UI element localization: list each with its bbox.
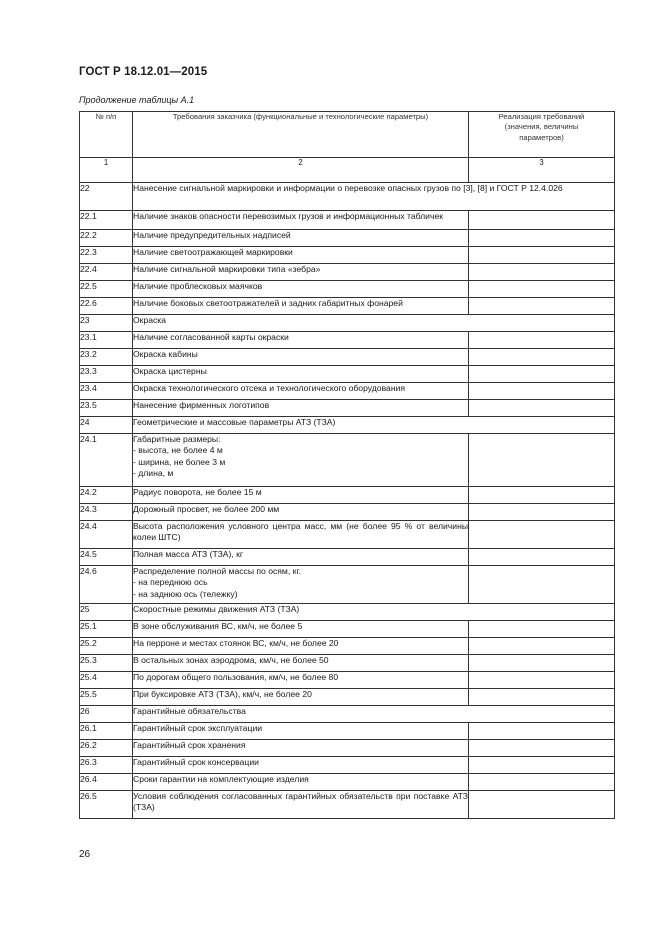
table-row [80, 655, 615, 672]
requirement-text: Наличие знаков опасности перевозимых грузов и информационных табличек [133, 211, 469, 230]
table-row [80, 211, 615, 230]
table-row [80, 774, 615, 791]
table-section-row [80, 604, 615, 621]
table-row [80, 638, 615, 655]
page-number: 26 [79, 849, 91, 860]
implementation-value-cell [469, 791, 615, 819]
implementation-value-cell [469, 566, 615, 604]
item-number: 22.6 [80, 298, 133, 315]
requirement-text: Наличие светоотражающей маркировки [133, 247, 469, 264]
table-row [80, 566, 615, 604]
item-number: 25.4 [80, 672, 133, 689]
column-number-row [80, 158, 615, 183]
table-row [80, 521, 615, 549]
table-section-row [80, 315, 615, 332]
requirement-text: Нанесение фирменных логотипов [133, 400, 469, 417]
item-number: 26.3 [80, 757, 133, 774]
requirement-text: Полная масса АТЗ (ТЗА), кг [133, 549, 469, 566]
item-number: 24.1 [80, 434, 133, 487]
item-number: 25.3 [80, 655, 133, 672]
requirements-table [79, 111, 615, 819]
implementation-value-cell [469, 230, 615, 247]
implementation-value-cell [469, 723, 615, 740]
section-heading: Окраска [133, 315, 615, 332]
item-number: 25.1 [80, 621, 133, 638]
column-number: 2 [133, 158, 469, 183]
item-number: 22 [80, 183, 133, 211]
requirement-text: Распределение полной массы по осям, кг. - на переднюю ось - на заднюю ось (тележку) [133, 566, 469, 604]
table-row [80, 434, 615, 487]
table-row [80, 672, 615, 689]
item-number: 22.3 [80, 247, 133, 264]
requirement-text: Наличие проблесковых маячков [133, 281, 469, 298]
requirement-text: Сроки гарантии на комплектующие изделия [133, 774, 469, 791]
requirement-text: По дорогам общего пользования, км/ч, не более 80 [133, 672, 469, 689]
implementation-value-cell [469, 349, 615, 366]
implementation-value-cell [469, 383, 615, 400]
table-caption: Продолжение таблицы А.1 [79, 95, 195, 105]
implementation-value-cell [469, 689, 615, 706]
table-row [80, 689, 615, 706]
table-section-row [80, 706, 615, 723]
requirement-text: Радиус поворота, не более 15 м [133, 487, 469, 504]
requirement-text: При буксировке АТЗ (ТЗА), км/ч, не более 20 [133, 689, 469, 706]
requirement-text: Окраска технологического отсека и технологического оборудования [133, 383, 469, 400]
table-row [80, 791, 615, 819]
implementation-value-cell [469, 504, 615, 521]
item-number: 24.2 [80, 487, 133, 504]
document-title: ГОСТ Р 18.12.01—2015 [79, 66, 208, 78]
item-number: 23.5 [80, 400, 133, 417]
item-number: 26.1 [80, 723, 133, 740]
table-row [80, 230, 615, 247]
requirement-text: Наличие согласованной карты окраски [133, 332, 469, 349]
item-number: 23 [80, 315, 133, 332]
implementation-value-cell [469, 638, 615, 655]
table-row [80, 366, 615, 383]
table-row [80, 487, 615, 504]
section-heading: Скоростные режимы движения АТЗ (ТЗА) [133, 604, 615, 621]
item-number: 23.2 [80, 349, 133, 366]
item-number: 24.3 [80, 504, 133, 521]
requirement-text: Гарантийный срок эксплуатации [133, 723, 469, 740]
item-number: 22.4 [80, 264, 133, 281]
item-number: 22.2 [80, 230, 133, 247]
column-number: 3 [469, 158, 615, 183]
table-header-row [80, 112, 615, 158]
implementation-value-cell [469, 281, 615, 298]
implementation-value-cell [469, 400, 615, 417]
item-number: 24.4 [80, 521, 133, 549]
implementation-value-cell [469, 434, 615, 487]
item-number: 22.1 [80, 211, 133, 230]
implementation-value-cell [469, 298, 615, 315]
column-header-number: № п/п [80, 112, 133, 158]
table-row [80, 383, 615, 400]
table-section-row [80, 417, 615, 434]
item-number: 26.4 [80, 774, 133, 791]
table-row [80, 621, 615, 638]
requirement-text: Наличие боковых светоотражателей и задних габаритных фонарей [133, 298, 469, 315]
item-number: 23.4 [80, 383, 133, 400]
table-row [80, 264, 615, 281]
table-row [80, 332, 615, 349]
item-number: 26.5 [80, 791, 133, 819]
table-row [80, 298, 615, 315]
item-number: 22.5 [80, 281, 133, 298]
implementation-value-cell [469, 621, 615, 638]
table-row [80, 349, 615, 366]
item-number: 24 [80, 417, 133, 434]
item-number: 25.2 [80, 638, 133, 655]
table-section-row [80, 183, 615, 211]
implementation-value-cell [469, 740, 615, 757]
table-row [80, 757, 615, 774]
item-number: 26.2 [80, 740, 133, 757]
item-number: 23.3 [80, 366, 133, 383]
requirement-text: Высота расположения условного центра масс, мм (не более 95 % от величины колеи ШТС) [133, 521, 469, 549]
column-header-requirements: Требования заказчика (функциональные и технологические параметры) [133, 112, 469, 158]
table-row [80, 281, 615, 298]
table-row [80, 549, 615, 566]
item-number: 25 [80, 604, 133, 621]
table-row [80, 504, 615, 521]
implementation-value-cell [469, 366, 615, 383]
table-row [80, 740, 615, 757]
column-header-implementation: Реализация требований (значения, величины параметров) [469, 112, 615, 158]
requirement-text: Дорожный просвет, не более 200 мм [133, 504, 469, 521]
requirement-text: Окраска цистерны [133, 366, 469, 383]
section-heading: Геометрические и массовые параметры АТЗ (ТЗА) [133, 417, 615, 434]
implementation-value-cell [469, 549, 615, 566]
requirement-text: Гарантийный срок хранения [133, 740, 469, 757]
implementation-value-cell [469, 672, 615, 689]
table-row [80, 723, 615, 740]
item-number: 26 [80, 706, 133, 723]
requirement-text: На перроне и местах стоянок ВС, км/ч, не более 20 [133, 638, 469, 655]
implementation-value-cell [469, 264, 615, 281]
requirement-text: Условия соблюдения согласованных гарантийных обязательств при поставке АТЗ (ТЗА) [133, 791, 469, 819]
item-number: 24.5 [80, 549, 133, 566]
implementation-value-cell [469, 757, 615, 774]
section-heading: Нанесение сигнальной маркировки и информации о перевозке опасных грузов по [3], [8] и ГОСТ Р 12.4.026 [133, 183, 615, 211]
section-heading: Гарантийные обязательства [133, 706, 615, 723]
item-number: 23.1 [80, 332, 133, 349]
table-row [80, 400, 615, 417]
table-row [80, 247, 615, 264]
column-number: 1 [80, 158, 133, 183]
requirement-text: Наличие предупредительных надписей [133, 230, 469, 247]
requirement-text: Окраска кабины [133, 349, 469, 366]
requirement-text: Габаритные размеры: - высота, не более 4 м - ширина, не более 3 м - длина, м [133, 434, 469, 487]
implementation-value-cell [469, 774, 615, 791]
implementation-value-cell [469, 211, 615, 230]
implementation-value-cell [469, 487, 615, 504]
requirement-text: Гарантийный срок консервации [133, 757, 469, 774]
implementation-value-cell [469, 521, 615, 549]
item-number: 24.6 [80, 566, 133, 604]
item-number: 25.5 [80, 689, 133, 706]
implementation-value-cell [469, 332, 615, 349]
implementation-value-cell [469, 247, 615, 264]
implementation-value-cell [469, 655, 615, 672]
requirement-text: В остальных зонах аэродрома, км/ч, не более 50 [133, 655, 469, 672]
requirement-text: Наличие сигнальной маркировки типа «зебра» [133, 264, 469, 281]
requirement-text: В зоне обслуживания ВС, км/ч, не более 5 [133, 621, 469, 638]
